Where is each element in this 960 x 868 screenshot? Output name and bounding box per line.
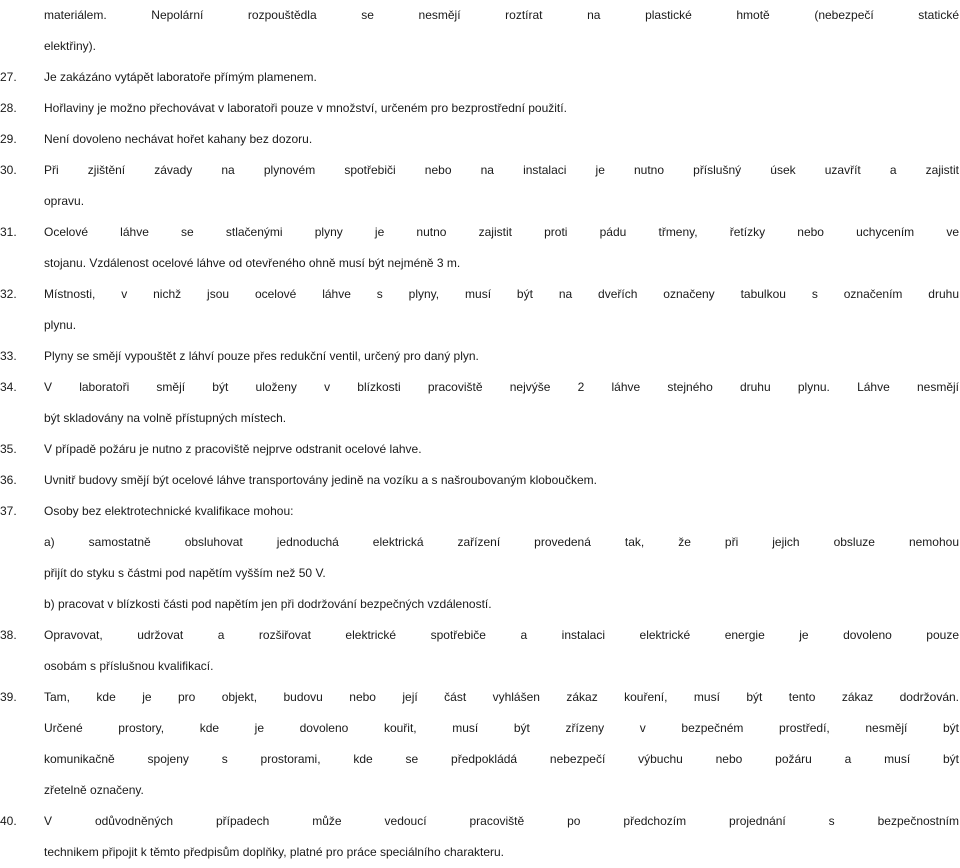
list-item <box>0 217 960 279</box>
text-line: Opravovat, udržovat a rozšiřovat elektrické spotřebiče a instalaci elektrické energie je dovoleno pouze <box>44 628 959 642</box>
item-number: 28. <box>0 101 17 115</box>
text-line: Je zakázáno vytápět laboratoře přímým plamenem. <box>44 70 317 84</box>
text-line: být skladovány na volně přístupných místech. <box>44 411 287 425</box>
item-number: 33. <box>0 349 17 363</box>
text-line: V případě požáru je nutno z pracoviště nejprve odstranit ocelové lahve. <box>44 442 422 456</box>
item-text <box>44 496 959 620</box>
text-line: Hořlaviny je možno přechovávat v laboratoři pouze v množství, určeném pro bezprostřední použití. <box>44 101 567 115</box>
list-item <box>0 372 960 434</box>
item-text <box>44 372 959 434</box>
item-number: 38. <box>0 628 17 642</box>
text-line: stojanu. Vzdálenost ocelové láhve od otevřeného ohně musí být nejméně 3 m. <box>44 256 461 270</box>
text-line: technikem připojit k těmto předpisům doplňky, platné pro práce speciálního charakteru. <box>44 845 505 859</box>
item-text <box>44 217 959 279</box>
item-number: 32. <box>0 287 17 301</box>
list-item <box>0 434 960 465</box>
text-line: V laboratoři smějí být uloženy v blízkosti pracoviště nejvýše 2 láhve stejného druhu plynu. Láhve nesmějí <box>44 380 959 394</box>
item-number: 30. <box>0 163 17 177</box>
item-number: 29. <box>0 132 17 146</box>
list-item <box>0 62 960 93</box>
item-text <box>44 434 959 465</box>
item-number: 39. <box>0 690 17 704</box>
text-line: Uvnitř budovy smějí být ocelové láhve transportovány jedině na vozíku a s našroubovaným kloboučkem. <box>44 473 597 487</box>
text-line: Plyny se smějí vypouštět z láhví pouze přes redukční ventil, určený pro daný plyn. <box>44 349 479 363</box>
text-line: přijít do styku s částmi pod napětím vyšším než 50 V. <box>44 566 326 580</box>
list-item <box>0 155 960 217</box>
item-text <box>44 806 959 868</box>
list-item <box>0 806 960 868</box>
list-item <box>0 279 960 341</box>
text-line: Není dovoleno nechávat hořet kahany bez dozoru. <box>44 132 313 146</box>
item-number: 31. <box>0 225 17 239</box>
text-line: Tam, kde je pro objekt, budovu nebo její část vyhlášen zákaz kouření, musí být tento zákaz dodržován. <box>44 690 959 704</box>
text-line: Osoby bez elektrotechnické kvalifikace mohou: <box>44 504 294 518</box>
text-line: materiálem. Nepolární rozpouštědla se nesmějí roztírat na plastické hmotě (nebezpečí statické <box>44 8 959 22</box>
item-number: 36. <box>0 473 17 487</box>
item-number: 34. <box>0 380 17 394</box>
item-text <box>44 124 959 155</box>
item-text <box>44 0 959 62</box>
item-text <box>44 682 959 806</box>
list-item <box>0 341 960 372</box>
text-line: zřetelně označeny. <box>44 783 144 797</box>
item-text <box>44 620 959 682</box>
item-text <box>44 279 959 341</box>
text-line: Určené prostory, kde je dovoleno kouřit, musí být zřízeny v bezpečném prostředí, nesmějí být <box>44 721 959 735</box>
item-number: 35. <box>0 442 17 456</box>
list-item <box>0 682 960 806</box>
list-item <box>0 465 960 496</box>
text-line: osobám s příslušnou kvalifikací. <box>44 659 214 673</box>
text-line: b) pracovat v blízkosti části pod napětím jen při dodržování bezpečných vzdáleností. <box>44 597 492 611</box>
text-line: Místnosti, v nichž jsou ocelové láhve s plyny, musí být na dveřích označeny tabulkou s označením druhu <box>44 287 959 301</box>
text-line: elektřiny). <box>44 39 97 53</box>
list-item <box>0 620 960 682</box>
list-item <box>0 124 960 155</box>
list-item <box>0 496 960 620</box>
list-item <box>0 0 960 62</box>
list-item <box>0 93 960 124</box>
item-text <box>44 465 959 496</box>
item-text <box>44 155 959 217</box>
text-line: Při zjištění závady na plynovém spotřebiči nebo na instalaci je nutno příslušný úsek uzavřít a zajistit <box>44 163 959 177</box>
item-number: 37. <box>0 504 17 518</box>
text-line: komunikačně spojeny s prostorami, kde se předpokládá nebezpečí výbuchu nebo požáru a musí být <box>44 752 959 766</box>
item-text <box>44 341 959 372</box>
text-line: plynu. <box>44 318 77 332</box>
item-text <box>44 93 959 124</box>
item-text <box>44 62 959 93</box>
text-line: opravu. <box>44 194 85 208</box>
text-line: a) samostatně obsluhovat jednoduchá elektrická zařízení provedená tak, že při jejich obsluze nemohou <box>44 535 959 549</box>
text-line: Ocelové láhve se stlačenými plyny je nutno zajistit proti pádu třmeny, řetízky nebo uchycením ve <box>44 225 959 239</box>
item-number: 40. <box>0 814 17 828</box>
text-line: V odůvodněných případech může vedoucí pracoviště po předchozím projednání s bezpečnostním <box>44 814 959 828</box>
item-number: 27. <box>0 70 17 84</box>
